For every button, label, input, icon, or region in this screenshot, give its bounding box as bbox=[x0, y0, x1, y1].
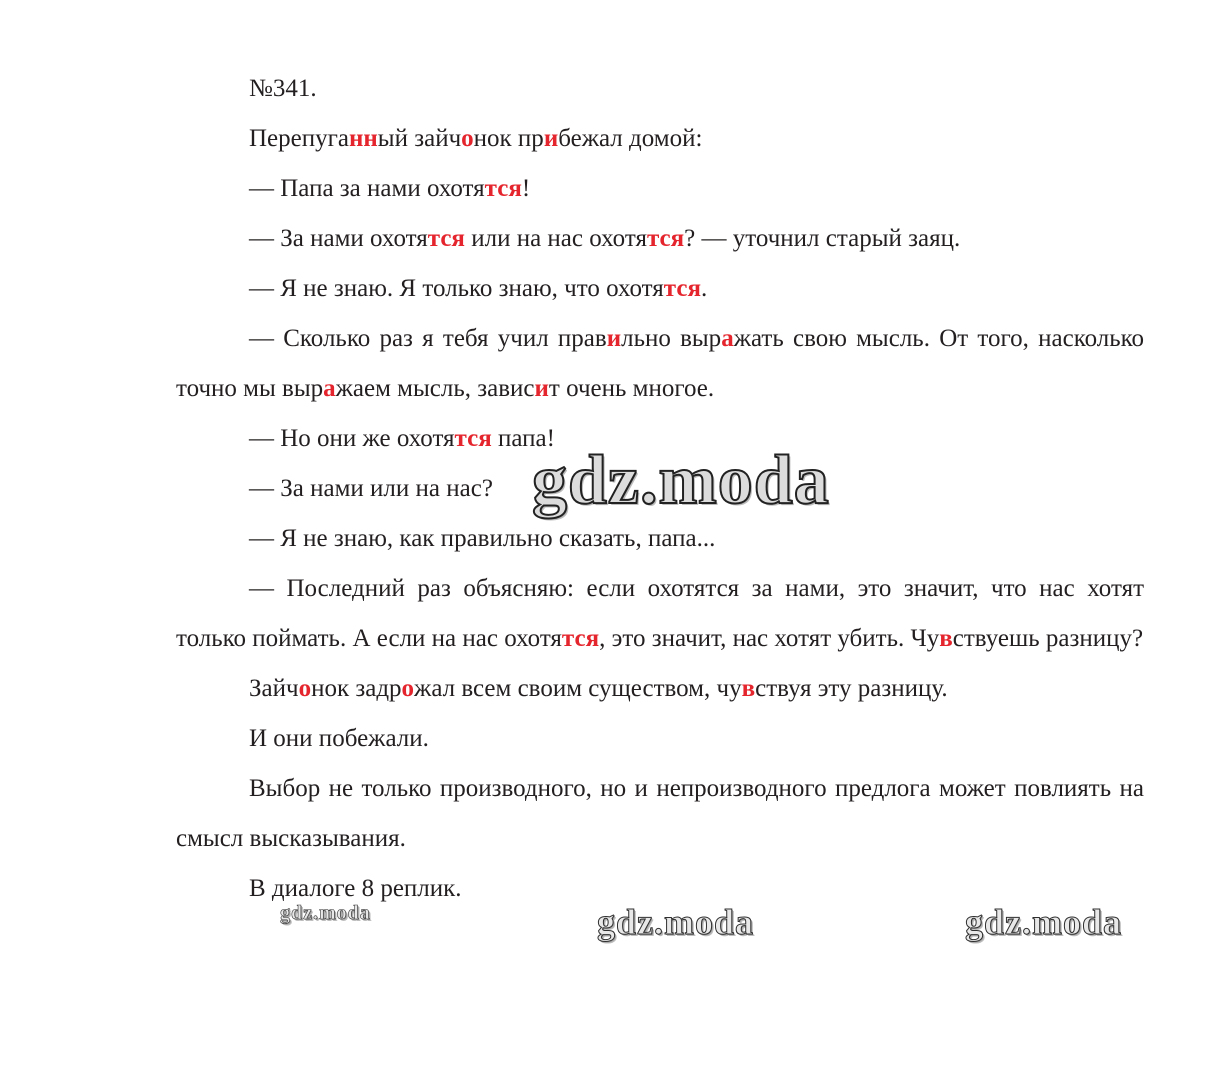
exercise-number: №341. bbox=[249, 75, 317, 102]
paragraph-5: — Сколько раз я тебя учил правильно выражать свою мысль. От того, насколько точно мы выражаем мысль, зависит очень многое. bbox=[176, 325, 1144, 402]
watermark-logo-large: gdz.moda bbox=[532, 442, 830, 519]
paragraph-10: Зайчонок задрожал всем своим существом, чувствуя эту разницу. bbox=[249, 675, 948, 702]
paragraph-9: — Последний раз объясняю: если охотятся за нами, это значит, что нас хотят только поймать. А если на нас охотятся, это значит, нас хотят убить. Чувствуешь разницу? bbox=[176, 575, 1144, 652]
paragraph-12: Выбор не только производного, но и непроизводного предлога может повлиять на смысл высказывания. bbox=[176, 775, 1144, 852]
paragraph-1: Перепуганный зайчонок прибежал домой: bbox=[249, 125, 703, 152]
paragraph-2: — Папа за нами охотятся! bbox=[249, 175, 531, 202]
watermark-logo-center: gdz.moda bbox=[597, 902, 755, 942]
watermark-logo-right: gdz.moda bbox=[965, 902, 1123, 942]
paragraph-3: — За нами охотятся или на нас охотятся? — уточнил старый заяц. bbox=[249, 225, 961, 252]
paragraph-6: — Но они же охотятся папа! bbox=[249, 425, 555, 452]
paragraph-8: — Я не знаю, как правильно сказать, папа... bbox=[249, 525, 716, 552]
paragraph-4: — Я не знаю. Я только знаю, что охотятся. bbox=[249, 275, 708, 302]
paragraph-11: И они побежали. bbox=[249, 725, 429, 752]
watermark-logo-small: gdz.moda bbox=[280, 902, 371, 924]
paragraph-7: — За нами или на нас? bbox=[249, 475, 493, 502]
paragraph-13: В диалоге 8 реплик. bbox=[249, 875, 462, 902]
